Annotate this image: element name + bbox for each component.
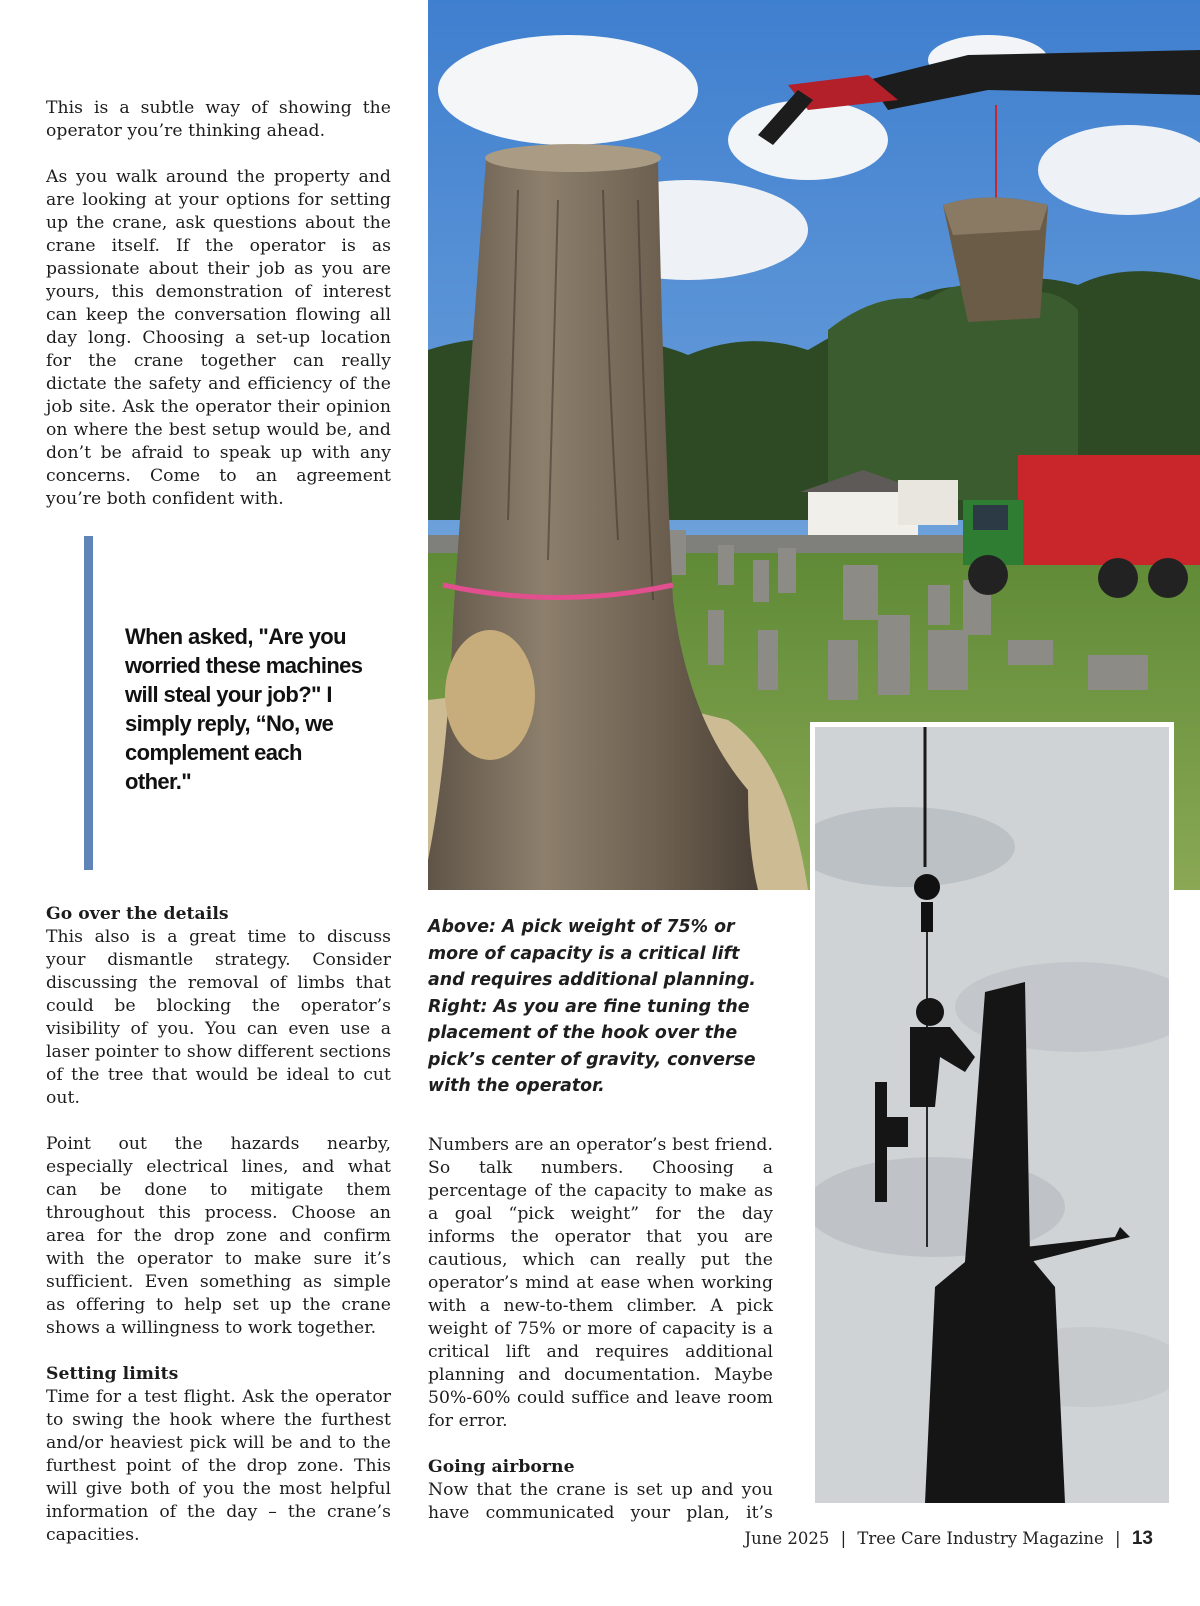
caption-right: Right: As you are fine tuning the placement of the hook over the pick’s center of gravity, converse with the operator. (428, 996, 756, 1096)
inset-photo-climber (810, 722, 1174, 1508)
body-paragraph: As you walk around the property and are looking at your options for setting up the crane, ask questions about the crane itself. If the operator is as passionate about their job as you are yours, this demonstration of interest can keep the conversation flowing all day long. Choosing a set-up location for the crane together can really dictate the safety and efficiency of the job site. Ask the operator their opinion on where the best setup would be, and don’t be afraid to speak up with any concerns. Come to an agreement you’re both confident with. (46, 167, 391, 509)
body-paragraph: Time for a test flight. Ask the operator to swing the hook where the furthest and/or heaviest pick will be and to the furthest point of the drop zone. This will give both of you the most helpful information of the day – the crane’s capacities. (46, 1387, 391, 1545)
section-heading: Go over the details (46, 904, 229, 924)
body-paragraph: Now that the crane is set up and you have communicated your plan, it’s (428, 1480, 773, 1523)
caption-above: Above: A pick weight of 75% or more of capacity is a critical lift and requires additional planning. (428, 917, 756, 990)
left-column-bottom (46, 903, 391, 1570)
page-number: 13 (1131, 1528, 1153, 1549)
pull-quote (84, 536, 404, 870)
footer-separator: | (840, 1529, 847, 1548)
body-paragraph: This is a subtle way of showing the operator you’re thinking ahead. (46, 98, 391, 141)
body-paragraph: This also is a great time to discuss your dismantle strategy. Consider discussing the removal of limbs that could be blocking the operator’s visibility of you. You can even use a laser pointer to show different sections of the tree that would be ideal to cut out. (46, 927, 391, 1108)
body-paragraph: Numbers are an operator’s best friend. So talk numbers. Choosing a percentage of the capacity to make as a goal “pick weight” for the day informs the operator that you are cautious, which can really put the operator’s mind at ease when working with a new-to-them climber. A pick weight of 75% or more of capacity is a critical lift and requires additional planning and documentation. Maybe 50%-60% could suffice and leave room for error. (428, 1135, 773, 1431)
footer-separator: | (1115, 1529, 1121, 1548)
middle-column-bottom (428, 1134, 773, 1525)
photo-caption (428, 914, 773, 1100)
body-paragraph: Point out the hazards nearby, especially electrical lines, and what can be done to mitigate them throughout this process. Choose an area for the drop zone and confirm with the operator to make sure it’s sufficient. Even something as simple as offering to help set up the crane shows a willingness to work together. (46, 1134, 391, 1338)
left-column-top (46, 97, 391, 534)
footer-magazine-name: Tree Care Industry Magazine (857, 1529, 1104, 1548)
section-heading: Going airborne (428, 1457, 575, 1477)
page-footer (744, 1524, 1153, 1554)
section-heading: Setting limits (46, 1364, 179, 1384)
pull-quote-accent-bar (84, 536, 93, 870)
footer-date: June 2025 (744, 1529, 830, 1548)
pull-quote-text: When asked, "Are you worried these machines will steal your job?" I simply reply, “No, we complement each other." (125, 624, 363, 794)
